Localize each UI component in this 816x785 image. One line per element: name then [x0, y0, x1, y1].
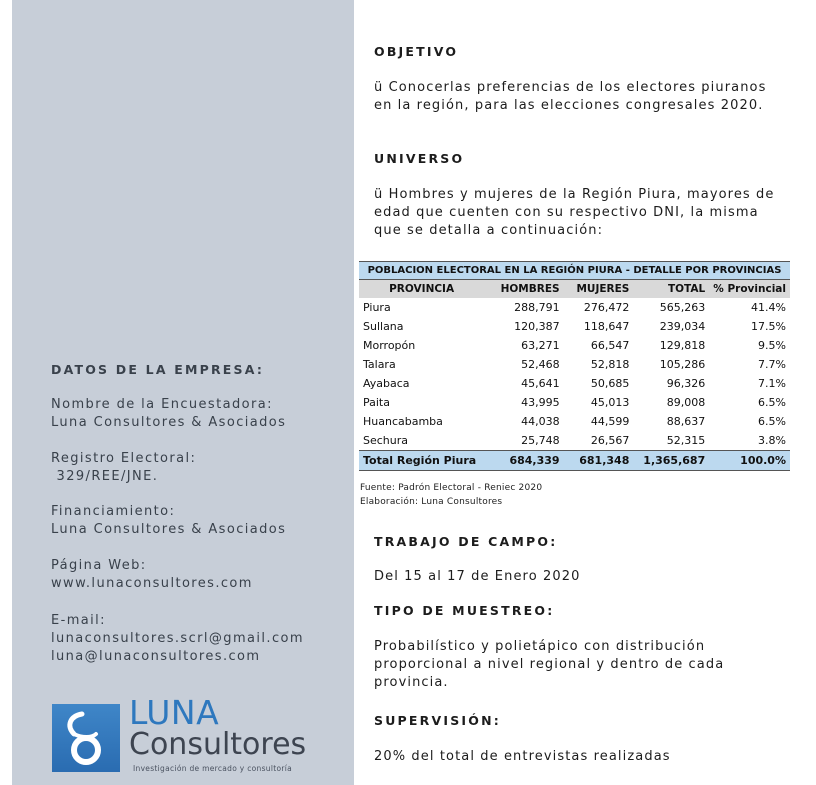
universo-text: ü Hombres y mujeres de la Región Piura, mayores de edad que cuenten con su respectivo DNI, la misma que se detalla a continuación: — [374, 187, 775, 238]
cell-pct: 3.8% — [758, 434, 786, 447]
cell-women: 45,013 — [590, 396, 630, 409]
cell-men: 43,995 — [521, 396, 560, 409]
muestreo-text: Probabilístico y polietápico con distribución proporcional a nivel regional y dentro de cada provincia. — [374, 639, 725, 690]
cell-pct: 17.5% — [751, 320, 786, 333]
cell-women: 44,599 — [590, 415, 630, 428]
cell-women: 26,567 — [590, 434, 630, 447]
luna-logo-icon — [52, 704, 120, 772]
company-sidebar — [12, 0, 354, 785]
cell-total: 129,818 — [659, 339, 706, 352]
cell-province: Ayabaca — [363, 377, 410, 390]
col-provincia: PROVINCIA — [359, 280, 484, 299]
cell-pct: 6.5% — [758, 396, 786, 409]
table-row — [359, 431, 790, 451]
trabajo-heading: TRABAJO DE CAMPO: — [374, 534, 558, 549]
cell-men: 44,038 — [521, 415, 560, 428]
cell-total: 52,315 — [666, 434, 706, 447]
cell-pct: 7.7% — [758, 358, 786, 371]
cell-total: 239,034 — [659, 320, 706, 333]
table-row — [359, 317, 790, 336]
table-row — [359, 298, 790, 317]
total-all: 1,365,687 — [633, 451, 709, 471]
cell-province: Huancabamba — [363, 415, 443, 428]
company-data-title: DATOS DE LA EMPRESA: — [51, 362, 265, 377]
table-total-row — [359, 451, 790, 471]
table-header-row — [359, 280, 790, 299]
total-women: 681,348 — [564, 451, 634, 471]
cell-pct: 9.5% — [758, 339, 786, 352]
cell-pct: 6.5% — [758, 415, 786, 428]
total-men: 684,339 — [484, 451, 563, 471]
supervision-text: 20% del total de entrevistas realizadas — [374, 749, 671, 764]
cell-women: 118,647 — [583, 320, 630, 333]
email: E-mail: lunaconsultores.scrl@gmail.com luna@lunaconsultores.com — [51, 613, 304, 664]
col-hombres: HOMBRES — [484, 280, 563, 299]
cell-total: 105,286 — [659, 358, 706, 371]
col-pct: % Provincial — [709, 280, 790, 299]
cell-women: 52,818 — [590, 358, 630, 371]
total-label: Total Región Piura — [359, 451, 484, 471]
cell-province: Piura — [363, 301, 391, 314]
cell-women: 276,472 — [583, 301, 630, 314]
electoral-population-table — [359, 261, 790, 471]
col-total: TOTAL — [633, 280, 709, 299]
pollster-name: Nombre de la Encuestadora: Luna Consultores & Asociados — [51, 397, 287, 430]
electoral-registry: Registro Electoral: 329/REE/JNE. — [51, 451, 197, 484]
cell-pct: 7.1% — [758, 377, 786, 390]
total-pct: 100.0% — [709, 451, 790, 471]
cell-total: 565,263 — [659, 301, 706, 314]
table-row — [359, 374, 790, 393]
universo-heading: UNIVERSO — [374, 151, 465, 166]
table-row — [359, 393, 790, 412]
financing: Financiamiento: Luna Consultores & Asociados — [51, 504, 287, 537]
table-title: POBLACION ELECTORAL EN LA REGIÓN PIURA - DETALLE POR PROVINCIAS — [359, 262, 790, 280]
table-source: Fuente: Padrón Electoral - Reniec 2020 — [360, 483, 543, 493]
cell-province: Sullana — [363, 320, 404, 333]
table-elaboration: Elaboración: Luna Consultores — [360, 497, 503, 507]
table-row — [359, 412, 790, 431]
cell-total: 89,008 — [666, 396, 706, 409]
objetivo-heading: OBJETIVO — [374, 44, 459, 59]
table-row — [359, 355, 790, 374]
cell-total: 96,326 — [666, 377, 706, 390]
cell-men: 45,641 — [521, 377, 560, 390]
logo-word-luna: LUNA — [129, 693, 220, 732]
table-row — [359, 336, 790, 355]
supervision-heading: SUPERVISIÓN: — [374, 713, 501, 728]
cell-province: Sechura — [363, 434, 409, 447]
cell-women: 50,685 — [590, 377, 630, 390]
cell-men: 25,748 — [521, 434, 560, 447]
cell-men: 120,387 — [514, 320, 560, 333]
cell-men: 288,791 — [514, 301, 560, 314]
cell-province: Paita — [363, 396, 390, 409]
logo-tagline: Investigación de mercado y consultoría — [133, 764, 293, 773]
website: Página Web: www.lunaconsultores.com — [51, 558, 253, 591]
trabajo-text: Del 15 al 17 de Enero 2020 — [374, 569, 581, 584]
col-mujeres: MUJERES — [564, 280, 634, 299]
cell-province: Talara — [363, 358, 396, 371]
cell-pct: 41.4% — [751, 301, 786, 314]
cell-women: 66,547 — [590, 339, 630, 352]
muestreo-heading: TIPO DE MUESTREO: — [374, 603, 555, 618]
cell-province: Morropón — [363, 339, 416, 352]
logo-word-consultores: Consultores — [129, 727, 307, 762]
cell-men: 63,271 — [521, 339, 560, 352]
objetivo-text: ü Conocerlas preferencias de los electores piuranos en la región, para las elecciones congresales 2020. — [374, 80, 767, 113]
cell-total: 88,637 — [666, 415, 706, 428]
cell-men: 52,468 — [521, 358, 560, 371]
